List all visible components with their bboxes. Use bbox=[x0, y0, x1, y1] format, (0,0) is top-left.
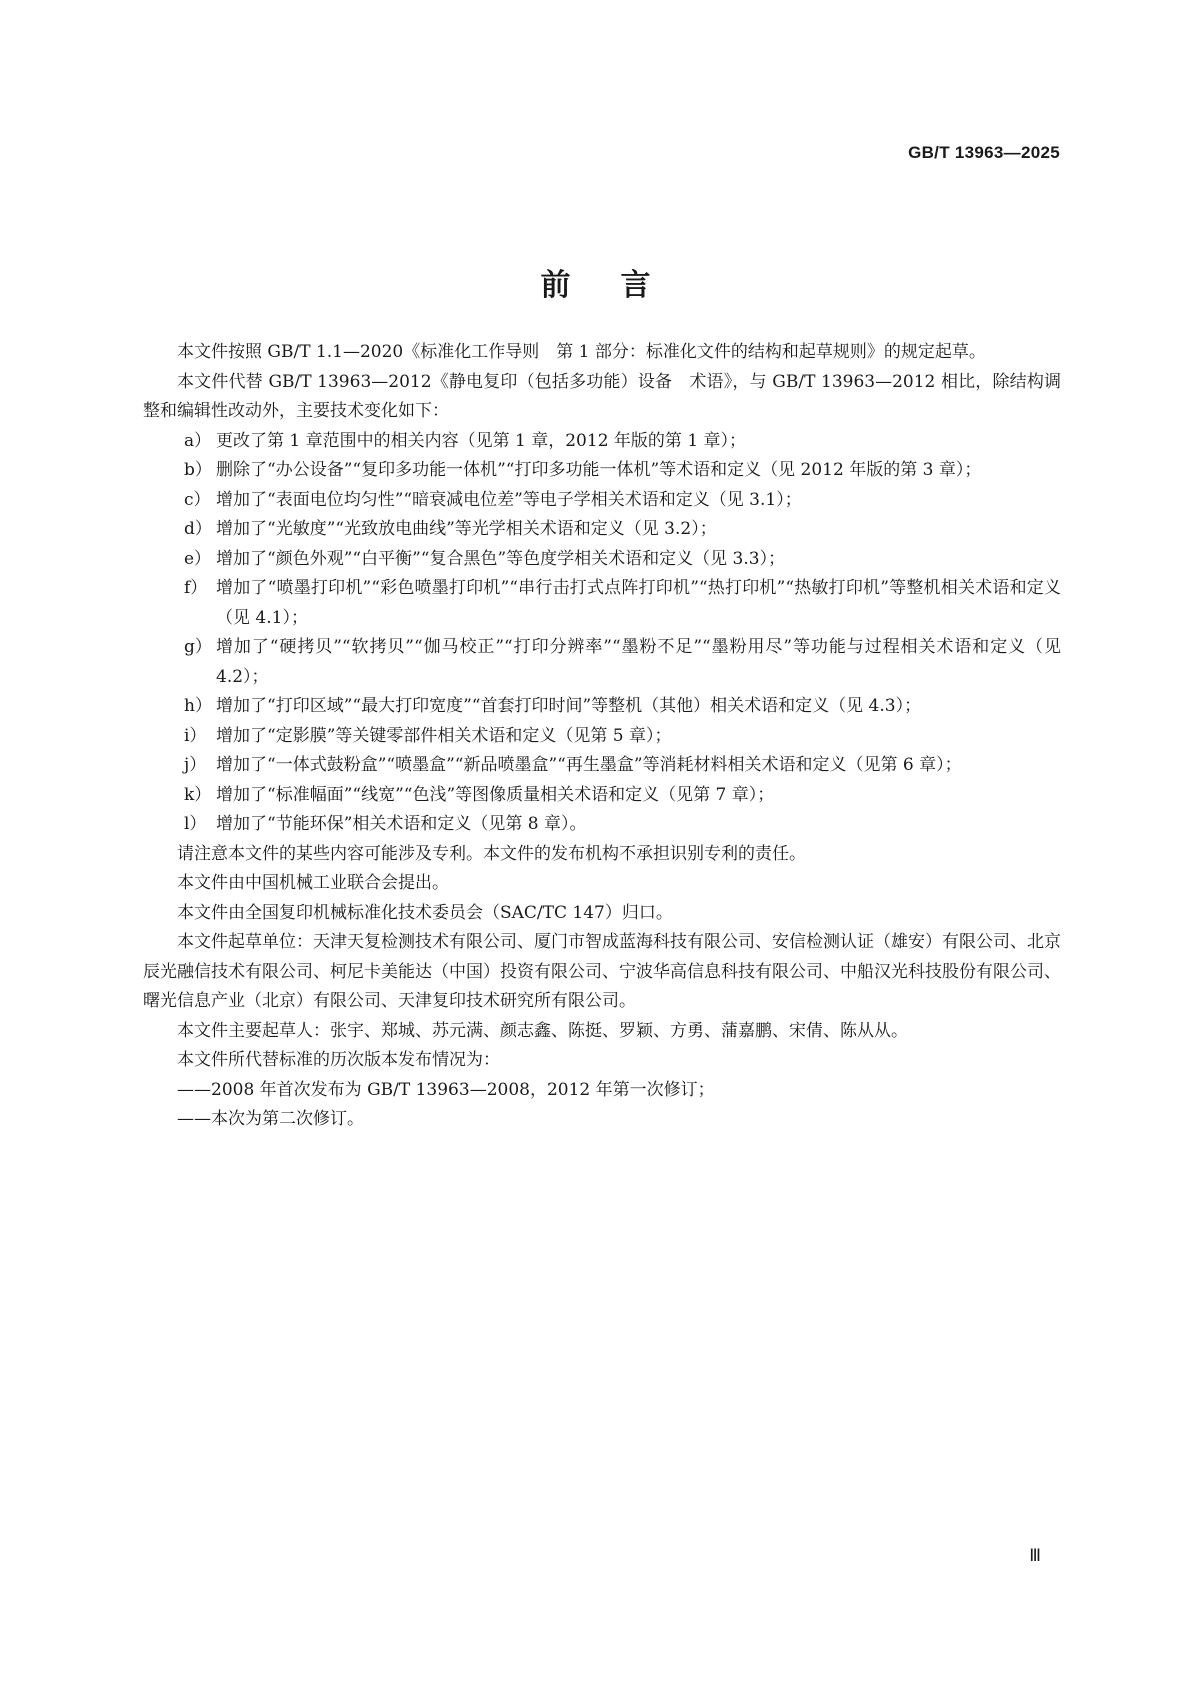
list-item-text: 增加了“颜色外观”“白平衡”“复合黑色”等色度学相关术语和定义（见 3.3）； bbox=[216, 548, 786, 569]
list-item bbox=[143, 427, 1061, 457]
list-marker: k） bbox=[184, 784, 212, 805]
list-item-text: 增加了“节能环保”相关术语和定义（见第 8 章）。 bbox=[216, 814, 587, 834]
page-title: 前言 bbox=[540, 268, 701, 304]
list-item bbox=[143, 781, 1061, 811]
history-item: ——本次为第二次修订。 bbox=[177, 1109, 364, 1129]
list-marker: b） bbox=[184, 460, 212, 480]
paragraph-patent-notice: 请注意本文件的某些内容可能涉及专利。本文件的发布机构不承担识别专利的责任。 bbox=[177, 843, 806, 864]
changes-list bbox=[143, 427, 1061, 840]
list-item bbox=[143, 486, 1061, 516]
list-item bbox=[143, 810, 1061, 840]
page-number: Ⅲ bbox=[1029, 1546, 1041, 1565]
list-marker: f） bbox=[184, 578, 208, 598]
list-item bbox=[143, 456, 1061, 486]
list-item-text: 增加了“光敏度”“光致放电曲线”等光学相关术语和定义（见 3.2）； bbox=[216, 519, 717, 539]
list-marker: g） bbox=[184, 637, 212, 657]
list-item bbox=[143, 722, 1061, 752]
list-item-text: 增加了“打印区域”“最大打印宽度”“首套打印时间”等整机（其他）相关术语和定义（见 4.3）； bbox=[216, 696, 922, 716]
list-item-text: 删除了“办公设备”“复印多功能一体机”“打印多功能一体机”等术语和定义（见 2012 年版的第 3 章）； bbox=[216, 460, 982, 480]
list-marker: i） bbox=[184, 725, 207, 746]
list-item bbox=[143, 574, 1061, 633]
list-item-text: 增加了“标准幅面”“线宽”“色浅”等图像质量相关术语和定义（见第 7 章）； bbox=[216, 784, 775, 805]
list-item-text: 增加了“喷墨打印机”“彩色喷墨打印机”“串行击打式点阵打印机”“热打印机”“热敏打印机”等整机相关术语和定义（见 4.1）； bbox=[216, 578, 1061, 628]
history-item: ——2008 年首次发布为 GB/T 13963—2008，2012 年第一次修订； bbox=[177, 1079, 715, 1100]
paragraph-centralized-by: 本文件由全国复印机械标准化技术委员会（SAC/TC 147）归口。 bbox=[177, 902, 673, 923]
list-marker: l） bbox=[184, 814, 207, 834]
standard-number: GB/T 13963—2025 bbox=[908, 143, 1060, 162]
list-item-text: 增加了“硬拷贝”“软拷贝”“伽马校正”“打印分辨率”“墨粉不足”“墨粉用尽”等功能与过程相关术语和定义（见 4.2）； bbox=[216, 637, 1061, 687]
list-item-text: 增加了“定影膜”等关键零部件相关术语和定义（见第 5 章）； bbox=[216, 725, 672, 746]
list-marker: j） bbox=[184, 755, 207, 775]
list-item-text: 增加了“一体式鼓粉盒”“喷墨盒”“新品喷墨盒”“再生墨盒”等消耗材料相关术语和定义（见第 6 章）； bbox=[216, 755, 962, 775]
paragraph-drafters: 本文件主要起草人：张宇、郑城、苏元满、颜志鑫、陈挺、罗颖、方勇、蒲嘉鹏、宋倩、陈从从。 bbox=[177, 1020, 908, 1041]
paragraph-replacement: 本文件代替 GB/T 13963—2012《静电复印（包括多功能）设备 术语》，与 GB/T 13963—2012 相比，除结构调整和编辑性改动外，主要技术变化如下： bbox=[143, 371, 1061, 421]
list-marker: c） bbox=[184, 489, 211, 510]
list-item bbox=[143, 515, 1061, 545]
list-item bbox=[143, 633, 1061, 692]
list-item bbox=[143, 751, 1061, 781]
paragraph-drafting-units: 本文件起草单位：天津天复检测技术有限公司、厦门市智成蓝海科技有限公司、安信检测认证（雄安）有限公司、北京辰光融信技术有限公司、柯尼卡美能达（中国）投资有限公司、宁波华高信息科技有限公司、中船汉光科技股份有限公司、曙光信息产业（北京）有限公司、天津复印技术研究所有限公司。 bbox=[143, 932, 1061, 1011]
list-item bbox=[143, 692, 1061, 722]
list-marker: e） bbox=[184, 548, 212, 569]
list-marker: d） bbox=[184, 519, 212, 539]
paragraph-history-intro: 本文件所代替标准的历次版本发布情况为： bbox=[177, 1050, 500, 1070]
list-item bbox=[143, 545, 1061, 575]
paragraph-proposed-by: 本文件由中国机械工业联合会提出。 bbox=[177, 873, 449, 893]
paragraph-drafting-rules: 本文件按照 GB/T 1.1—2020《标准化工作导则 第 1 部分：标准化文件的结构和起草规则》的规定起草。 bbox=[177, 342, 986, 362]
list-marker: h） bbox=[184, 696, 212, 716]
foreword-body bbox=[143, 338, 1061, 1135]
list-marker: a） bbox=[184, 430, 212, 451]
list-item-text: 增加了“表面电位均匀性”“暗衰减电位差”等电子学相关术语和定义（见 3.1）； bbox=[216, 489, 802, 510]
list-item-text: 更改了第 1 章范围中的相关内容（见第 1 章，2012 年版的第 1 章）； bbox=[216, 430, 747, 451]
